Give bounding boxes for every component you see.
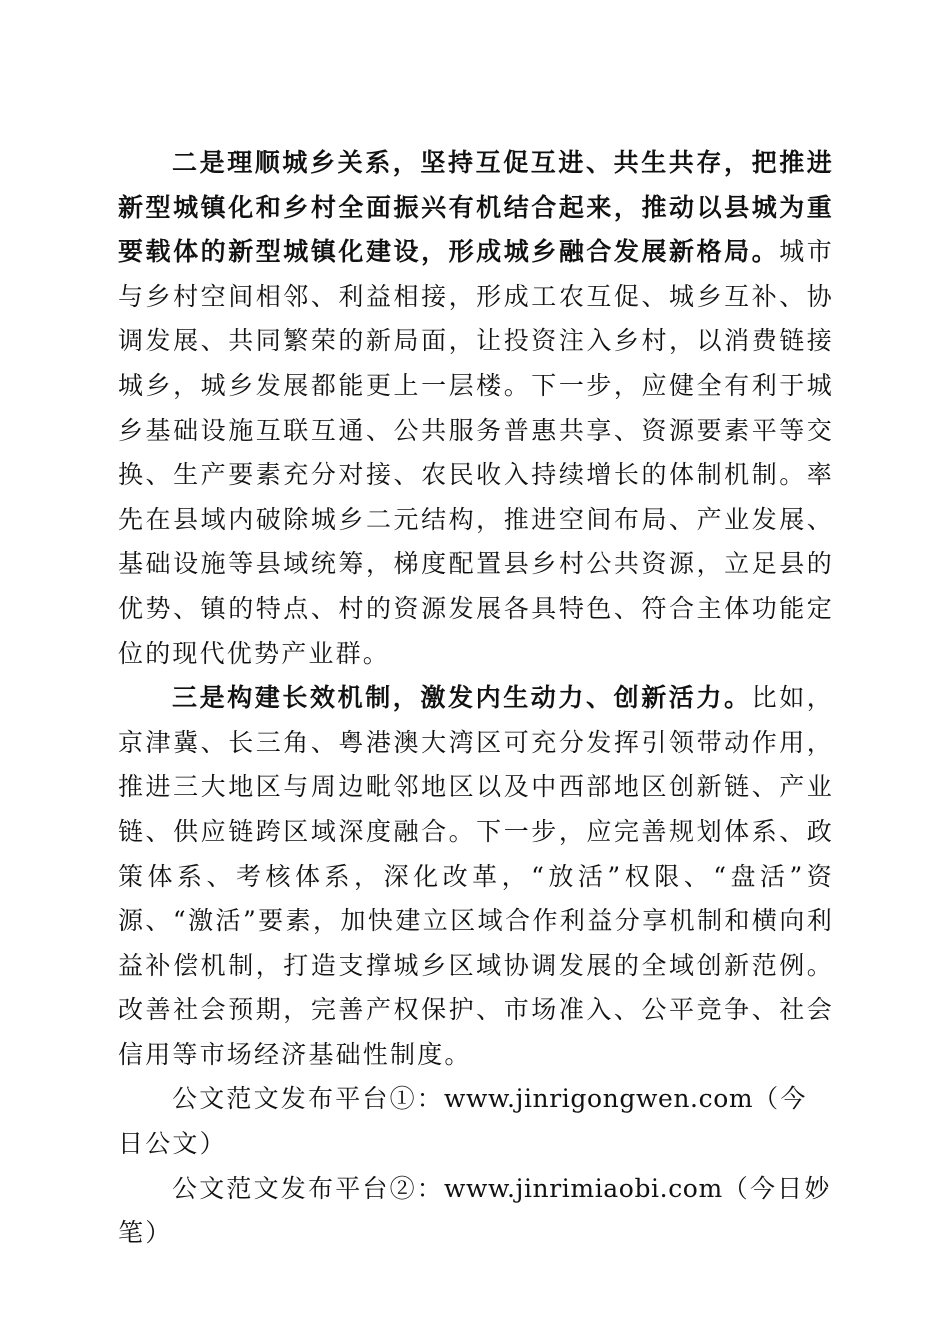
footer-label: 公文范文发布平台②：: [172, 1173, 445, 1203]
paragraph-body: 比如，京津冀、长三角、粤港澳大湾区可充分发挥引领带动作用，推进三大地区与周边毗邻地区以及中西部地区创新链、产业链、供应链跨区域深度融合。下一步，应完善规划体系、政策体系、考核体系，深化改革，“放活”权限、“盘活”资源、“激活”要素，加快建立区域合作利益分享机制和横向利益补偿机制，打造支撑城乡区域协调发展的全域创新范例。改善社会预期，完善产权保护、市场准入、公平竞争、社会信用等市场经济基础性制度。: [118, 683, 834, 1069]
footer-note: （今日公文）: [118, 1084, 808, 1159]
footer-label: 公文范文发布平台①：: [172, 1084, 445, 1114]
footer-url-link[interactable]: www.jinrimiaobi.com: [444, 1173, 723, 1203]
document-page: [118, 141, 834, 1256]
paragraph-lead-bold: 二是理顺城乡关系，坚持互促互进、共生共存，把推进新型城镇化和乡村全面振兴有机结合起来，推动以县城为重要载体的新型城镇化建设，形成城乡融合发展新格局。: [118, 148, 834, 267]
paragraph-long-term-mechanism: [118, 676, 834, 1077]
paragraph-lead-bold: 三是构建长效机制，激发内生动力、创新活力。: [172, 683, 752, 713]
paragraph-urban-rural: [118, 141, 834, 676]
footer-note: （今日妙笔）: [118, 1173, 832, 1248]
footer-platform-2: [118, 1167, 834, 1256]
paragraph-body: 城市与乡村空间相邻、利益相接，形成工农互促、城乡互补、协调发展、共同繁荣的新局面，让投资注入乡村，以消费链接城乡，城乡发展都能更上一层楼。下一步，应健全有利于城乡基础设施互联互通、公共服务普惠共享、资源要素平等交换、生产要素充分对接、农民收入持续增长的体制机制。率先在县域内破除城乡二元结构，推进空间布局、产业发展、基础设施等县域统筹，梯度配置县乡村公共资源，立足县的优势、镇的特点、村的资源发展各具特色、符合主体功能定位的现代优势产业群。: [118, 237, 834, 668]
footer-platform-1: [118, 1077, 834, 1166]
footer-url-link[interactable]: www.jinrigongwen.com: [444, 1084, 754, 1114]
